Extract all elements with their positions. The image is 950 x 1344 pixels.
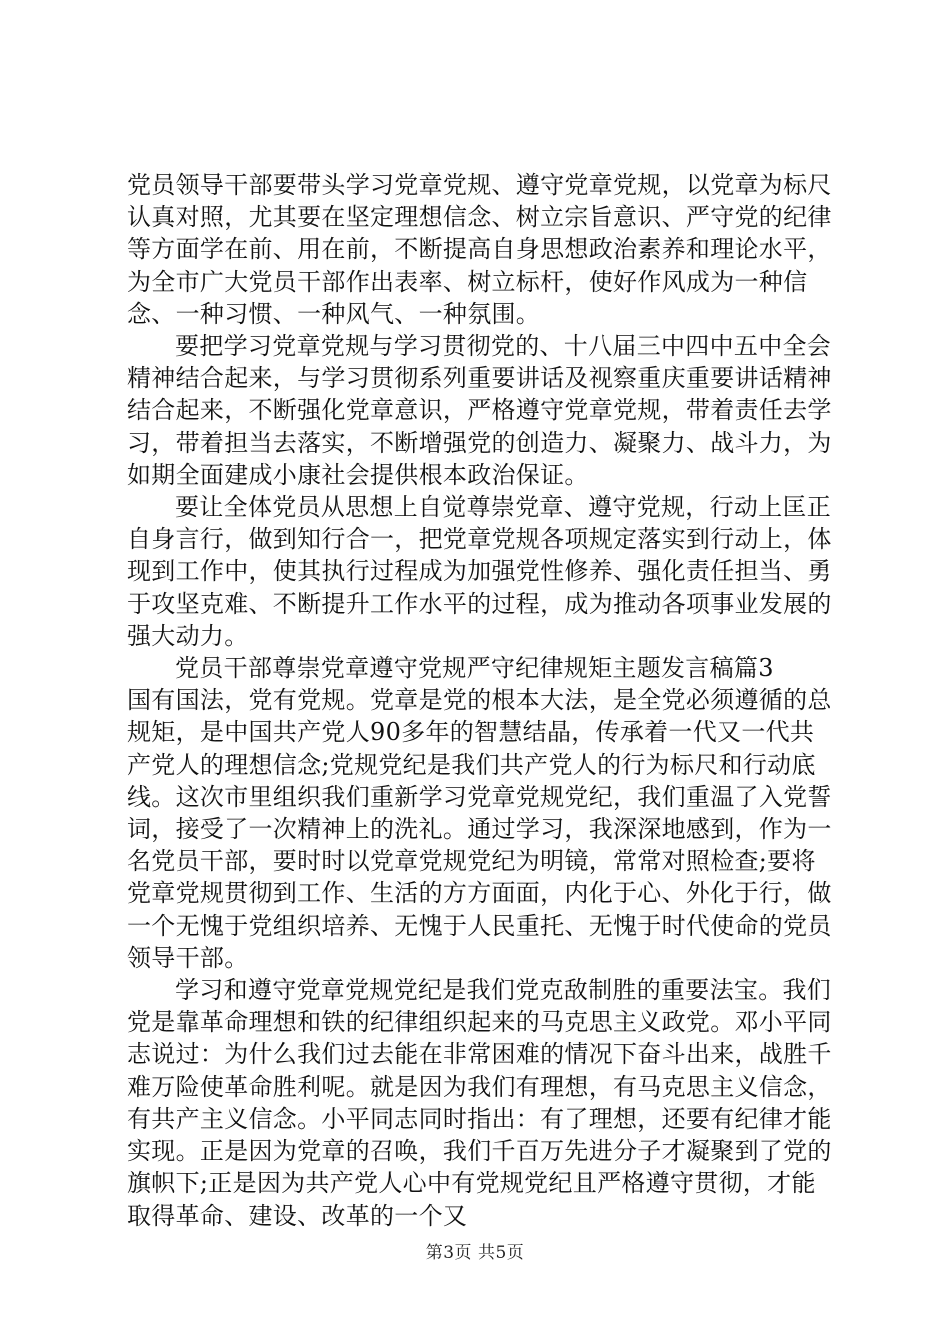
paragraph-3: 要让全体党员从思想上自觉尊崇党章、遵守党规，行动上匡正自身言行，做到知行合一，把党章党规各项规定落实到行动上，体现到工作中，使其执行过程成为加强党性修养、强化责任担当、勇于攻坚克难、不断提升工作水平的过程，成为推动各项事业发展的强大动力。: [127, 493, 832, 650]
page-number-footer: 第3页 共5页: [425, 1243, 525, 1263]
paragraph-1: 党员领导干部要带头学习党章党规、遵守党章党规，以党章为标尺认真对照，尤其要在坚定理想信念、树立宗旨意识、严守党的纪律等方面学在前、用在前，不断提高自身思想政治素养和理论水平，为全市广大党员干部作出表率、树立标杆，使好作风成为一种信念、一种习惯、一种风气、一种氛围。: [127, 171, 832, 328]
document-body: [127, 169, 835, 1232]
paragraph-2: 要把学习党章党规与学习贯彻党的、十八届三中四中五中全会精神结合起来，与学习贯彻系列重要讲话及视察重庆重要讲话精神结合起来，不断强化党章意识，严格遵守党章党规，带着责任去学习，带着担当去落实，不断增强党的创造力、凝聚力、战斗力，为如期全面建成小康社会提供根本政治保证。: [127, 332, 832, 489]
paragraph-5: 学习和遵守党章党规党纪是我们党克敌制胜的重要法宝。我们党是靠革命理想和铁的纪律组织起来的马克思主义政党。邓小平同志说过：为什么我们过去能在非常困难的情况下奋斗出来，战胜千难万险使革命胜利呢。就是因为我们有理想，有马克思主义信念，有共产主义信念。小平同志同时指出：有了理想，还要有纪律才能实现。正是因为党章的召唤，我们千百万先进分子才凝聚到了党的旗帜下;正是因为共产党人心中有党规党纪且严格遵守贯彻，才能取得革命、建设、改革的一个又: [127, 976, 832, 1230]
section-heading: 党员干部尊崇党章遵守党规严守纪律规矩主题发言稿篇3: [175, 654, 774, 683]
paragraph-4: 国有国法，党有党规。党章是党的根本大法，是全党必须遵循的总规矩，是中国共产党人90多年的智慧结晶，传承着一代又一代共产党人的理想信念;党规党纪是我们共产党人的行为标尺和行动底线。这次市里组织我们重新学习党章党规党纪，我们重温了入党誓词，接受了一次精神上的洗礼。通过学习，我深深地感到，作为一名党员干部，要时时以党章党规党纪为明镜，常常对照检查;要将党章党规贯彻到工作、生活的方方面面，内化于心、外化于行，做一个无愧于党组织培养、无愧于人民重托、无愧于时代使命的党员领导干部。: [127, 686, 832, 972]
